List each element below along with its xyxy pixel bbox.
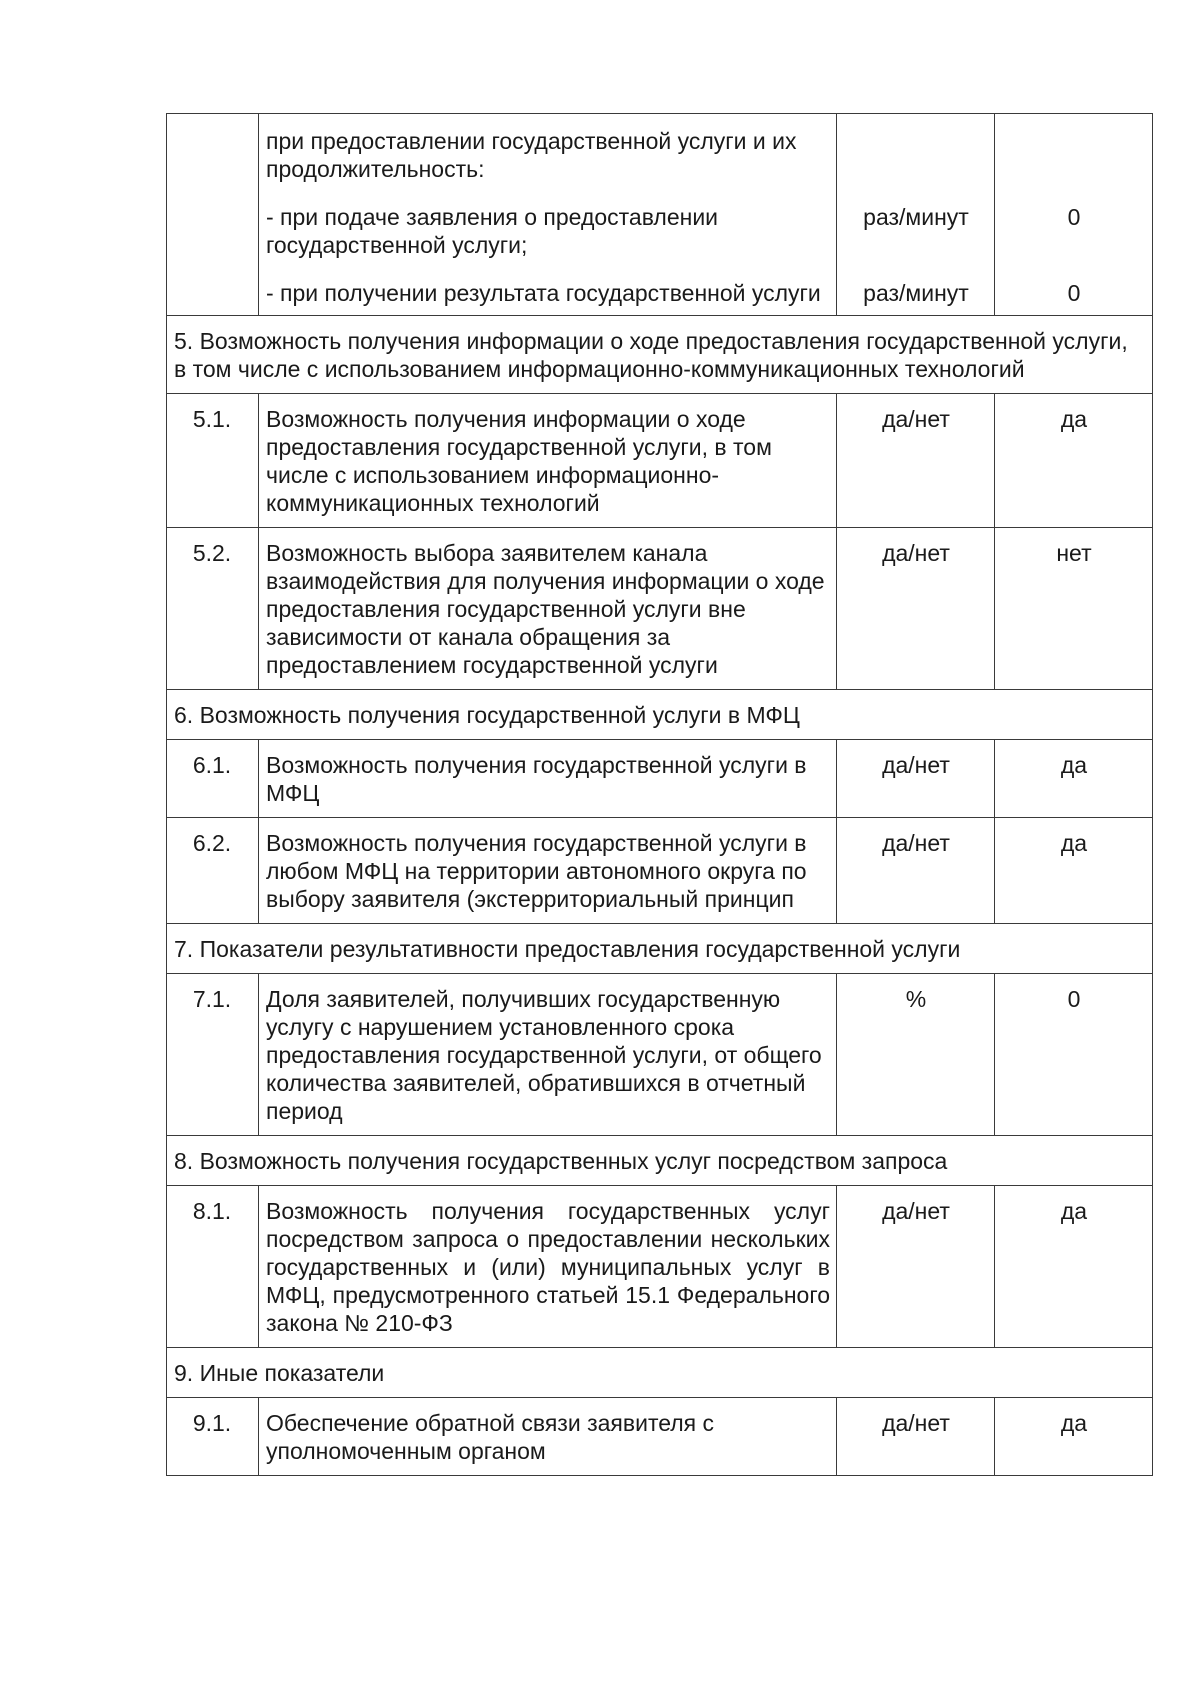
row-unit: да/нет (837, 818, 995, 924)
row-unit: да/нет (837, 1186, 995, 1348)
continuation-item-value: 0 (1067, 280, 1081, 306)
row-description: Обеспечение обратной связи заявителя с уполномоченным органом (259, 1398, 837, 1476)
row-unit: да/нет (837, 740, 995, 818)
section-header-row (167, 690, 1153, 740)
row-number: 6.1. (167, 740, 259, 818)
row-description: Доля заявителей, получивших государственную услугу с нарушением установленного срока предоставления государственной услуги, от общего количества заявителей, обратившихся в отчетный период (259, 974, 837, 1136)
row-description: Возможность получения государственной услуги в любом МФЦ на территории автономного округа по выбору заявителя (экстерриториальный принцип (259, 818, 837, 924)
row-unit: % (837, 974, 995, 1136)
table-row-continuation (167, 114, 1153, 316)
row-description: Возможность получения государственной услуги в МФЦ (259, 740, 837, 818)
table-row (167, 974, 1153, 1136)
row-unit-cell (837, 114, 995, 316)
section-header-row (167, 1348, 1153, 1398)
continuation-item-value: 0 (1067, 204, 1081, 230)
section-title: 5. Возможность получения информации о ходе предоставления государственной услуги, в том числе с использованием информационно-коммуникационных технологий (167, 316, 1153, 394)
row-value: да (995, 1398, 1153, 1476)
row-number: 6.2. (167, 818, 259, 924)
section-header-row (167, 1136, 1153, 1186)
continuation-item-unit: раз/минут (863, 280, 969, 306)
row-value: да (995, 394, 1153, 528)
row-description: Возможность получения государственных услуг посредством запроса о предоставлении нескольких государственных и (или) муниципальных услуг в МФЦ, предусмотренного статьей 15.1 Федерального закона № 210-ФЗ (259, 1186, 837, 1348)
continuation-item-text: - при подаче заявления о предоставлении государственной услуги; (266, 204, 719, 258)
row-value-cell (995, 114, 1153, 316)
section-title: 9. Иные показатели (167, 1348, 1153, 1398)
row-unit: да/нет (837, 394, 995, 528)
indicators-table (166, 113, 1153, 1476)
row-number: 7.1. (167, 974, 259, 1136)
continuation-item-unit: раз/минут (863, 204, 969, 230)
row-value: 0 (995, 974, 1153, 1136)
row-description: Возможность выбора заявителем канала взаимодействия для получения информации о ходе предоставления государственной услуги вне зависимости от канала обращения за предоставлением государственной услуги (259, 528, 837, 690)
table-row (167, 394, 1153, 528)
table-row (167, 1398, 1153, 1476)
row-description: Возможность получения информации о ходе предоставления государственной услуги, в том числе с использованием информационно-коммуникационных технологий (259, 394, 837, 528)
section-title: 7. Показатели результативности предоставления государственной услуги (167, 924, 1153, 974)
row-description-cell (259, 114, 837, 316)
continuation-item-text: - при получении результата государственной услуги (266, 280, 821, 306)
section-title: 8. Возможность получения государственных услуг посредством запроса (167, 1136, 1153, 1186)
row-value: да (995, 1186, 1153, 1348)
continuation-intro: при предоставлении государственной услуги и их продолжительность: (266, 128, 797, 182)
section-title: 6. Возможность получения государственной услуги в МФЦ (167, 690, 1153, 740)
row-value: да (995, 740, 1153, 818)
row-unit: да/нет (837, 528, 995, 690)
section-header-row (167, 924, 1153, 974)
table-row (167, 818, 1153, 924)
row-number: 9.1. (167, 1398, 259, 1476)
row-number: 8.1. (167, 1186, 259, 1348)
table-row (167, 528, 1153, 690)
row-value: да (995, 818, 1153, 924)
row-number: 5.2. (167, 528, 259, 690)
table-row (167, 740, 1153, 818)
row-unit: да/нет (837, 1398, 995, 1476)
row-number-cell (167, 114, 259, 316)
table-row (167, 1186, 1153, 1348)
row-value: нет (995, 528, 1153, 690)
section-header-row (167, 316, 1153, 394)
row-number: 5.1. (167, 394, 259, 528)
